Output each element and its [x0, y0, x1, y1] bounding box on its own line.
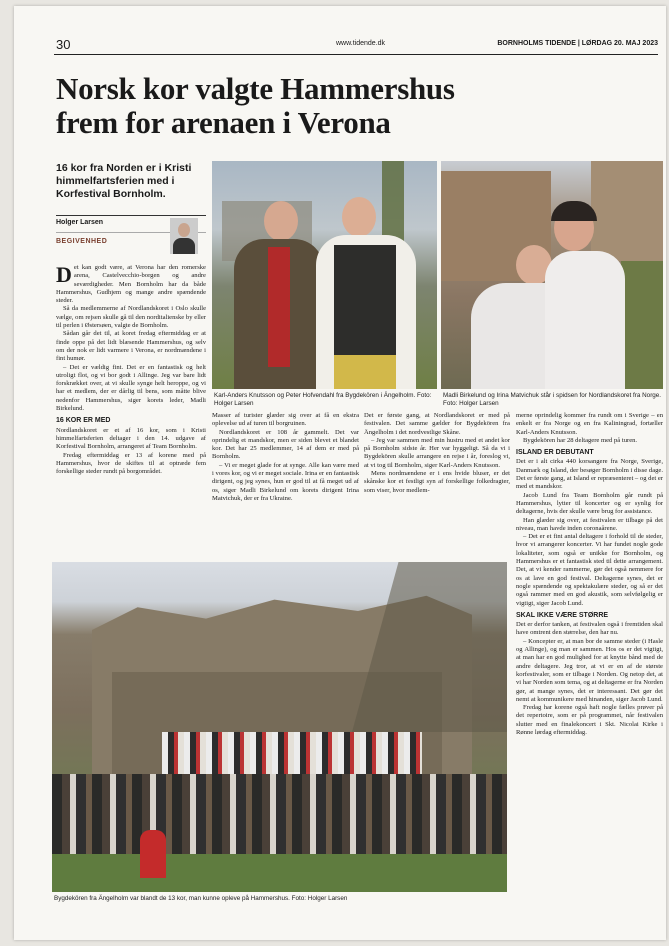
paragraph: Fredag har korene også haft nogle fælles prøver på det repertoire, som er på programmet, når festivalen slutter med en finalekoncert i Skt. Nicolai Kirke i Rønne lørdag eftermiddag.	[516, 704, 663, 736]
paragraph: Det er i alt cirka 440 korsangere fra Norge, Sverige, Danmark og Island, der besøger Bornholm i disse dage. Det er første gang, at Island er repræsenteret – og det er med et mandskor.	[516, 458, 663, 491]
paragraph: Det er derfor tanken, at festivalen også i fremtiden skal have omtrent den størrelse, den har nu.	[516, 621, 663, 637]
photo-two-women	[441, 161, 663, 389]
subheading: ISLAND ER DEBUTANT	[516, 449, 594, 457]
article-column-4	[516, 412, 663, 932]
paragraph: – Vi er meget glade for at synge. Alle kan være med i vores kor, og vi er meget sociale. Irina er en fantastisk dirigent, og jeg synes, hun er god til at få meget ud af os, siger Madli Birkelund om korets dirigent Irina Matvichuk, der er fra Ukraine.	[212, 461, 359, 502]
article-column-2	[212, 412, 359, 558]
paragraph: Masser af turister glæder sig over at få en ekstra oplevelse ud af turen til borgruinen.	[212, 412, 359, 428]
paragraph: merne oprindelig kommer fra rundt om i Sverige – en enkelt er fra Norge og en fra Kaliningrad, fortæller Karl-Anders Knutsson.	[516, 412, 663, 436]
paragraph: – Det er et fint antal deltagere i forhold til de steder, hvor vi arrangerer koncerter. Vi har fundet nogle gode lokaliteter, som også er unikke for Bornholm, og Hammershus er et fantastisk sted til dette arrangement. Det, at vi kender rammerne, gør det også nemmere for os at lave en god festival. Deltagerne synes, det er nogle spændende og spektakulære steder, og så er det også rammer med en god akustik, som selvfølgelig er vigtigt, siger Jacob Lund.	[516, 533, 663, 607]
photo1-caption: Karl-Anders Knutsson og Peter Hofvendahl fra Bygdekören i Ängelholm. Foto: Holger Larsen	[214, 392, 432, 407]
photo-choir-at-hammershus	[52, 562, 507, 892]
author-name: Holger Larsen	[56, 219, 104, 226]
photo2-caption: Madli Birkelund og Irina Matvichuk står i spidsen for Nordlandskoret fra Norge. Foto: Holger Larsen	[443, 392, 662, 407]
paragraph: Nordlandskoret er 108 år gammelt. Det var oprindelig et mandskor, men er siden blevet et blandet kor. Det har 25 medlemmer, 14 af dem er med på Bornholm.	[212, 428, 359, 461]
byline-rule	[56, 215, 206, 216]
paragraph: Så da medlemmerne af Nordlandskoret i Oslo skulle vælge, om rejsen skulle gå til den norditalienske by eller til perlen i Østersøen, valgte de Bornholm.	[56, 305, 206, 330]
drop-cap: D	[56, 264, 72, 287]
page-header	[54, 36, 658, 55]
paragraph: – Jeg var sammen med min hustru med et andet kor på Bornholm sidste år. Her var hyggeligt. Så da vi i Bygdekören skulle arrangere en rejse i år, foreslog vi, at vi tog til Bornholm, siger Karl-Anders Knutsson.	[364, 436, 510, 469]
paragraph: – Det er vældig fint. Det er en fantastisk og helt utroligt flot, og vi bor godt i Allinge. Jeg var bare lidt forskrækket over, at vi skulle synge helt heroppe, og vi har et medlem, der er dårlig til bens, som måtte blive nedenfor Hammershus, siger korets leder, Madli Birkelund.	[56, 363, 206, 413]
paragraph: Fredag eftermiddag er 13 af korene med på Hammershus, hvor de skiftes til at optræde fem forskellige steder rundt på borgområdet.	[56, 451, 206, 476]
headline: Norsk kor valgte Hammershus frem for arenaen i Verona	[56, 71, 455, 140]
paragraph: Han glæder sig over, at festivalen er tilbage på det niveau, man havde inden coronaårene.	[516, 516, 663, 532]
paragraph: et kan godt være, at Verona har den romerske arena, Castelvecchio-borgen og andre seværdigheder. Men Bornholm har da både Hammershus, Gudhjem og mange andre spændende steder.	[56, 264, 206, 305]
photo-two-men	[212, 161, 437, 389]
website-url: www.tidende.dk	[336, 40, 386, 47]
paragraph: Sådan går det til, at koret fredag eftermiddag er at finde oppe på det lidt blæsende Hammershus, og selv om der nok er lidt varmere i Verona, er nordmændene i fint humør.	[56, 330, 206, 363]
paragraph: Det er første gang, at Nordlandskoret er med på festivalen. Det samme gælder for Bygdekören fra Ängelholm i det nordvestlige Skåne.	[364, 412, 510, 436]
subheadline: 16 kor fra Norden er i Kristi himmelfartsferien med i Korfestival Bornholm.	[56, 162, 192, 200]
paragraph: Jacob Lund fra Team Bornholm går rundt på Hammershus, lytter til koncerter og er synlig for deltagerne, hvis der skulle være brug for assistance.	[516, 491, 663, 516]
publication-line: BORNHOLMS TIDENDE | LØRDAG 20. MAJ 2023	[497, 40, 658, 47]
section-label: BEGIVENHED	[56, 238, 108, 245]
article-column-3	[364, 412, 510, 558]
author-avatar	[170, 218, 198, 254]
subheading: SKAL IKKE VÆRE STØRRE	[516, 611, 609, 619]
photo3-caption: Bygdekören fra Ängelholm var blandt de 13 kor, man kunne opleve på Hammershus. Foto: Holger Larsen	[54, 895, 348, 902]
paragraph: – Koncepter er, at man bor de samme steder (i Hasle og Allinge), og man er sammen. Hos os er det vigtigt, at man har en god mulighed for at knytte bånd med de andre deltagere. Jeg tror, at vi er en af de største korfestivaler, som er tilbage i Norden. Og netop det, at vi har Norden som tema, og at deltagerne er fra Norden gør, at mange synes, det er interessant. Det gør det nemt at kommunikere med hinanden, siger Jacob Lund.	[516, 637, 663, 703]
newspaper-page	[14, 6, 666, 940]
article-column-1	[56, 264, 206, 556]
subheading: 16 KOR ER MED	[56, 417, 111, 425]
page-number: 30	[56, 37, 71, 52]
paragraph: Bygdekören har 28 deltagere med på turen.	[523, 436, 638, 444]
paragraph: Mens nordmændene er i ens hvide bluser, er det skånske kor et festligt syn af forskellige folkedragter, som viser, hvor medlem-	[364, 470, 510, 494]
paragraph: Nordlandskoret er et af 16 kor, som i Kristi himmelfartsferien deltager i den 14. udgave af Korfestival Bornholm, arrangeret af Team Bornholm.	[56, 426, 206, 451]
